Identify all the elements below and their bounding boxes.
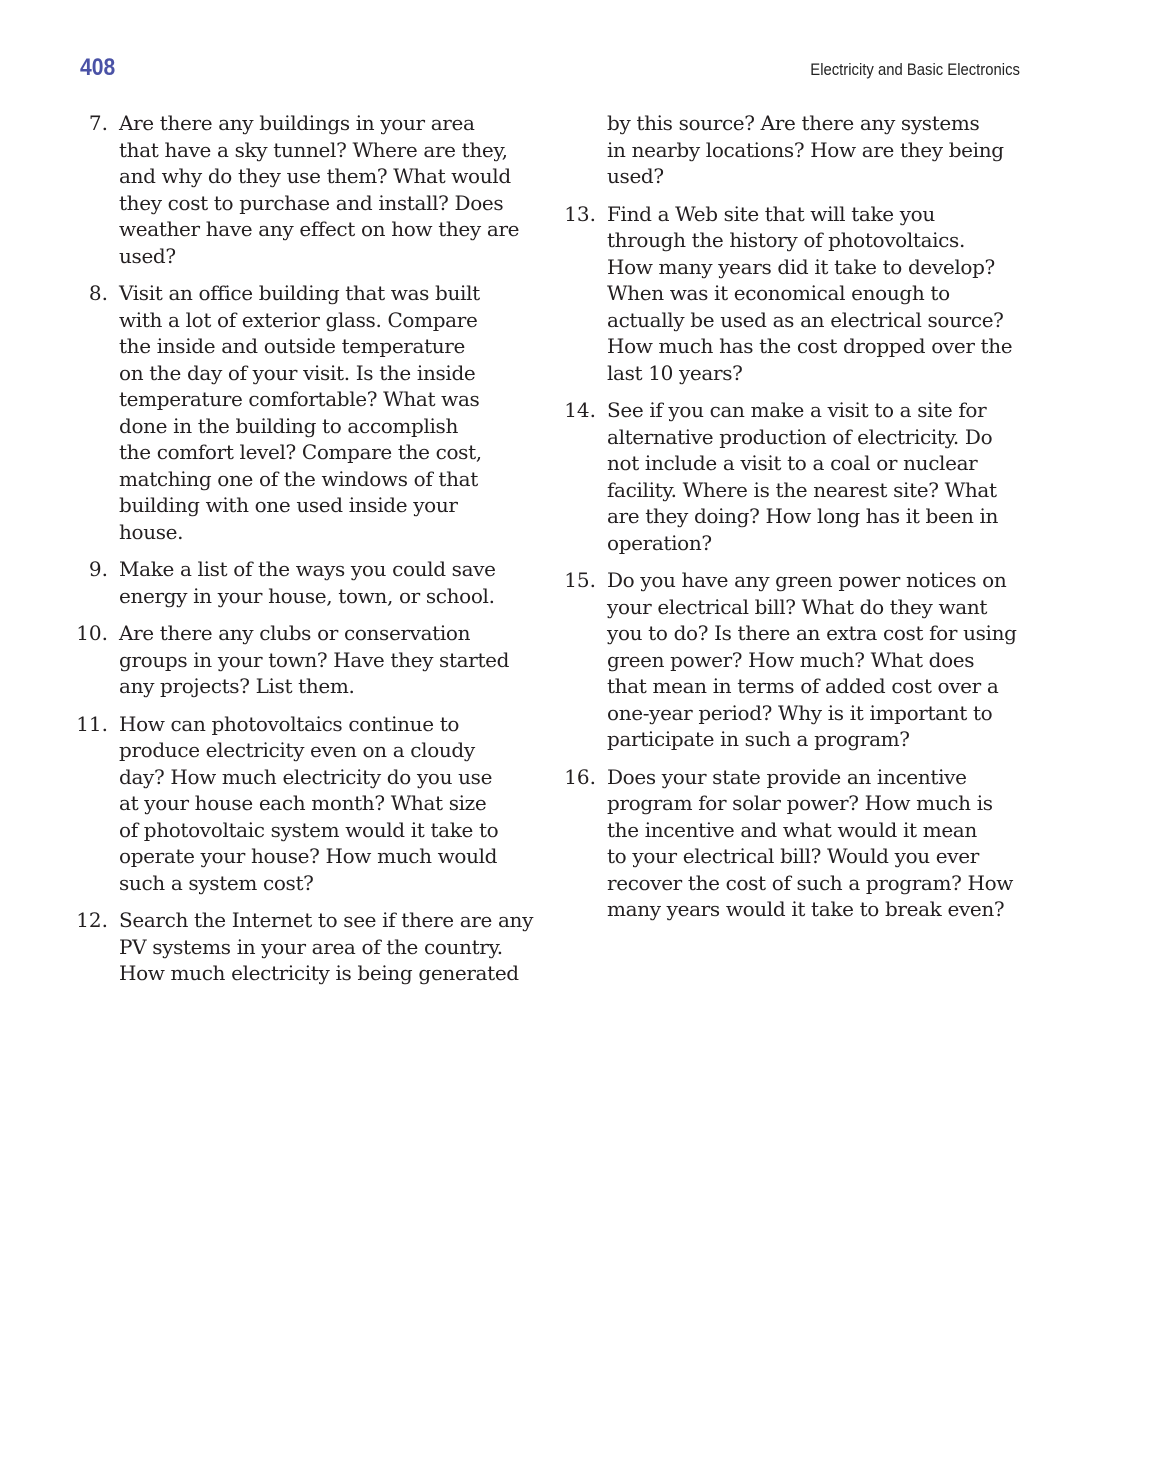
item-text-line: actually be used as an electrical source? [607,307,1004,332]
item-text-line: house. [119,519,184,544]
item-text-line: How many years did it take to develop? [607,254,995,279]
list-item [70,556,550,609]
list-item [70,620,550,700]
item-text-line: last 10 years? [607,360,743,385]
list-item [70,711,550,897]
item-text-line: used? [607,164,664,188]
list-item [558,397,1038,556]
item-text-line: temperature comfortable? What was [119,387,480,411]
item-text-line: the comfort level? Compare the cost, [119,440,482,464]
item-text-line: Are there any buildings in your area [119,111,475,135]
item-number: 8. [88,281,108,305]
item-text-line: matching one of the windows of that [119,466,478,491]
item-text-line: you to do? Is there an extra cost for using [607,621,1017,645]
list-item [558,110,1038,190]
item-text-line: that have a sky tunnel? Where are they, [119,137,508,162]
item-text-line: PV systems in your area of the country. [119,934,503,959]
list-item [70,280,550,545]
page-number: 408 [80,54,116,81]
item-text-line: one-year period? Why is it important to [607,700,993,725]
item-text-line: that mean in terms of added cost over a [607,674,999,698]
item-text-line: participate in such a program? [607,727,910,751]
item-text-line: program for solar power? How much is [607,791,993,815]
item-text-line: recover the cost of such a program? How [607,870,1014,895]
item-text-line: Are there any clubs or conservation [119,621,471,645]
item-text-line: your electrical bill? What do they want [607,594,988,619]
item-text-line: How much electricity is being generated [119,961,519,985]
item-text-line: of photovoltaic system would it take to [119,817,499,842]
item-text-line: Search the Internet to see if there are any [119,908,534,932]
item-number: 11. [76,711,108,736]
item-text-line: any projects? List them. [119,674,355,698]
item-text-line: by this source? Are there any systems [607,111,980,135]
list-item [558,201,1038,387]
item-text-line: groups in your town? Have they started [119,647,510,672]
list-item [558,567,1038,753]
item-text-line: weather have any effect on how they are [119,217,520,241]
item-text-line: used? [119,243,176,268]
item-text-line: Does your state provide an incentive [607,764,967,789]
item-text-line: Find a Web site that will take you [607,201,935,226]
item-text-line: with a lot of exterior glass. Compare [119,307,478,332]
item-text-line: to your electrical bill? Would you ever [607,844,979,868]
right-column [558,110,1038,934]
list-item [70,907,550,987]
item-text-line: at your house each month? What size [119,791,487,815]
item-number: 14. [564,398,596,422]
item-text-line: Make a list of the ways you could save [119,557,496,581]
item-text-line: How much has the cost dropped over the [607,334,1013,358]
item-text-line: are they doing? How long has it been in [607,504,999,528]
item-text-line: facility. Where is the nearest site? What [607,477,997,502]
item-number: 13. [564,201,596,226]
item-text-line: not include a visit to a coal or nuclear [607,451,978,475]
item-text-line: Visit an office building that was built [119,281,480,305]
item-text-line: many years would it take to break even? [607,897,1005,921]
item-text-line: on the day of your visit. Is the inside [119,360,476,385]
running-title: Electricity and Basic Electronics [810,61,1020,79]
item-number: 7. [88,111,108,135]
item-number: 9. [88,557,108,581]
item-text-line: Do you have any green power notices on [607,568,1007,592]
item-text-line: day? How much electricity do you use [119,764,493,789]
item-text-line: produce electricity even on a cloudy [119,738,475,762]
item-text-line: operate your house? How much would [119,844,498,868]
item-text-line: green power? How much? What does [607,647,975,672]
item-text-line: the inside and outside temperature [119,334,466,358]
item-text-line: building with one used inside your [119,493,458,517]
item-number: 12. [76,908,108,932]
list-item [70,110,550,269]
item-number: 16. [564,764,596,789]
item-text-line: How can photovoltaics continue to [119,711,460,736]
item-text-line: done in the building to accomplish [119,413,458,438]
item-text-line: alternative production of electricity. Do [607,424,993,449]
item-text-line: they cost to purchase and install? Does [119,190,504,215]
item-text-line: energy in your house, town, or school. [119,583,495,608]
item-text-line: through the history of photovoltaics. [607,228,965,252]
item-number: 15. [564,568,596,592]
item-text-line: and why do they use them? What would [119,164,511,188]
left-column [70,110,550,998]
item-text-line: the incentive and what would it mean [607,817,977,842]
item-number: 10. [76,621,108,645]
item-text-line: operation? [607,530,712,555]
item-text-line: See if you can make a visit to a site for [607,398,987,422]
item-text-line: in nearby locations? How are they being [607,137,1004,162]
list-item [558,764,1038,923]
item-text-line: When was it economical enough to [607,281,950,305]
item-text-line: such a system cost? [119,870,314,895]
